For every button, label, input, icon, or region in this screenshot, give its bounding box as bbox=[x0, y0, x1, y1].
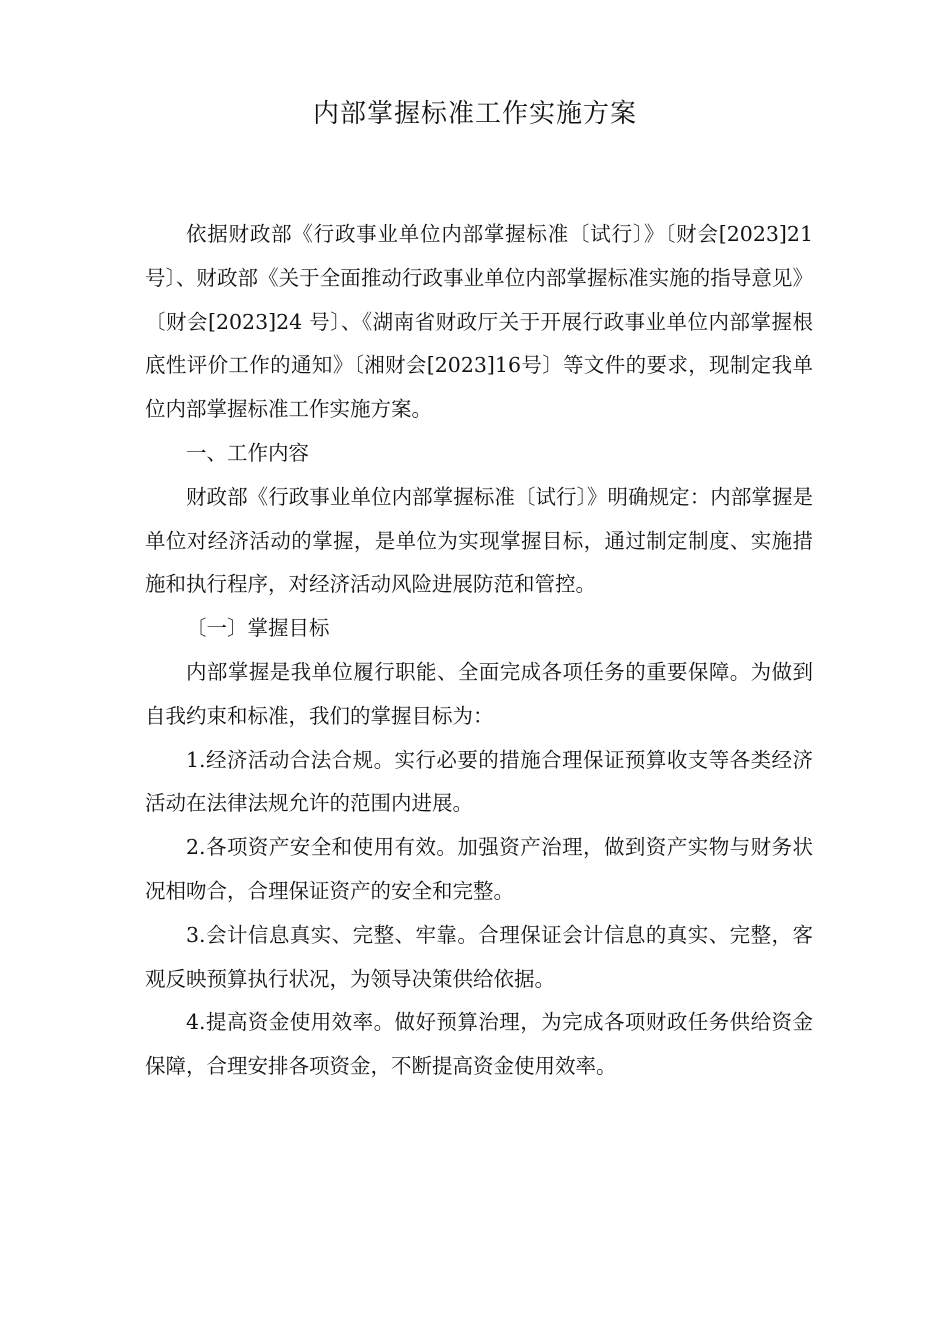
subsection-heading-objectives: 〔一〕掌握目标 bbox=[186, 616, 330, 641]
objective-item-4: 4.提高资金使用效率。做好预算治理，为完成各项财政任务供给资金保障，合理安排各项资金，不断提高资金使用效率。 bbox=[145, 1010, 813, 1079]
document-title: 内部掌握标准工作实施方案 bbox=[312, 99, 637, 129]
objective-item-1: 1.经济活动合法合规。实行必要的措施合理保证预算收支等各类经济活动在法律法规允许的范围内进展。 bbox=[145, 747, 813, 816]
definition-paragraph: 财政部《行政事业单位内部掌握标准〔试行〕》明确规定：内部掌握是单位对经济活动的掌握，是单位为实现掌握目标，通过制定制度、实施措施和执行程序，对经济活动风险进展防范和管控。 bbox=[145, 484, 813, 597]
section-heading-work-content: 一、工作内容 bbox=[186, 440, 309, 465]
objective-item-2: 2.各项资产安全和使用有效。加强资产治理，做到资产实物与财务状况相吻合，合理保证资产的安全和完整。 bbox=[145, 835, 813, 903]
objectives-intro-paragraph: 内部掌握是我单位履行职能、全面完成各项任务的重要保障。为做到自我约束和标准，我们的掌握目标为： bbox=[145, 659, 813, 728]
document-body bbox=[145, 213, 813, 1089]
objective-item-3: 3.会计信息真实、完整、牢靠。合理保证会计信息的真实、完整，客观反映预算执行状况，为领导决策供给依据。 bbox=[145, 922, 813, 991]
intro-paragraph: 依据财政部《行政事业单位内部掌握标准〔试行〕》〔财会[2023]21 号〕、财政部《关于全面推动行政事业单位内部掌握标准实施的指导意见》〔财会[2023]24 号〕、《湖南省财政厅关于开展行政事业单位内部掌握根底性评价工作的通知》〔湘财会[2023]16号〕等文件的要求，现制定我单位内部掌握标准工作实施方案。 bbox=[145, 222, 813, 422]
